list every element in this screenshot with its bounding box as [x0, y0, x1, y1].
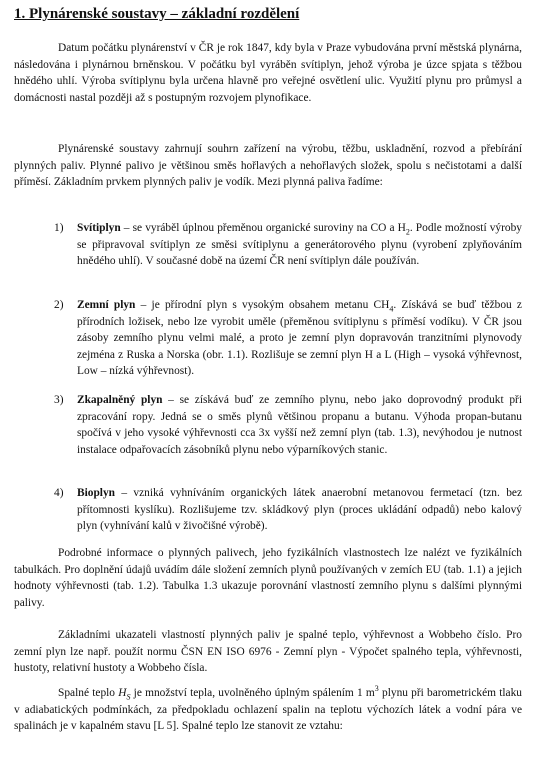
list-item-body: [77, 392, 522, 458]
text-run: Spalné teplo: [58, 687, 119, 699]
list-item-body: [77, 297, 522, 380]
paragraph-indicators: Základními ukazateli vlastností plynných paliv je spalné teplo, výhřevnost a Wobbeho číslo. Pro zemní plyn lze např. použít normu ČSN EN ISO 6976 - Zemní plyn - Výpočet spalného tepla, výhřevnosti, hustoty, relativní hustoty a Wobbeho čísla.: [14, 629, 522, 674]
list-number: 3): [54, 394, 64, 406]
paragraph-gross-calorific-value: [14, 685, 522, 735]
list-term: Svítiplyn: [77, 222, 121, 234]
superscript: 3: [374, 684, 379, 694]
symbol-subscript: S: [126, 692, 131, 702]
list-number: 4): [54, 487, 64, 499]
list-item-zkapalneny-plyn: [14, 392, 522, 458]
subscript: 2: [405, 227, 410, 237]
paragraph-detailed-info: Podrobné informace o plynných palivech, jeho fyzikálních vlastnostech lze nalézt ve fyzikálních tabulkách. Pro doplnění údajů uvádím dále složení zemních plynů používaných v zemích EU (tab. 1.1) a jejich hodnoty výhřevnosti (tab. 1.2). Tabulka 1.3 ukazuje porovnání vlastností zemního plynu s dalšími plynnými palivy.: [14, 547, 522, 609]
list-text: – je přírodní plyn s vysokým obsahem metanu CH: [135, 299, 390, 311]
paragraph-history: Datum počátku plynárenství v ČR je rok 1847, kdy byla v Praze vybudována první městská plynárna, následována i plynárnou brněnskou. V počátku byl vyráběn svítiplyn, jehož výroba je úzce spjata s těžbou hnědého uhlí. Výroba svítiplynu byla určena hlavně pro veřejné osvětlení ulic. Využití plynu pro průmysl a domácnosti nastal později až s postupným rozvojem plynofikace.: [14, 42, 522, 104]
list-text-continued: . Získává se buď těžbou z přírodních ložisek, nebo lze vyrobit uměle (přeměnou svítiplynu s příměsí vodíku). V ČR jsou zásoby zemního plynu velmi malé, a proto je zemní plyn dopravován tranzitními plynovody zejména z Ruska a Norska (obr. 1.1). Rozlišuje se zemní plyn H a L (High – vysoká výhřevnost, Low – nízká výhřevnost).: [77, 299, 522, 377]
text-run: plynu při barometrickém tlaku v adiabatických podmínkách, za předpokladu ochlazení spalin na teplotu výchozích látek a vodní pára ve spalinách je v kapalném stavu [L 5]. Spalné teplo lze stanovit ze vztahu:: [14, 687, 522, 732]
list-term: Zemní plyn: [77, 299, 136, 311]
symbol: H: [118, 687, 127, 699]
list-text: – se vyráběl úplnou přeměnou organické suroviny na CO a H: [120, 222, 406, 234]
list-item-body: [77, 220, 522, 270]
list-item-svitiplyn: [14, 220, 522, 270]
text-run: je množství tepla, uvolněného úplným spálením 1 m: [130, 687, 375, 699]
list-item-zemni-plyn: [14, 297, 522, 380]
list-text: – vzniká vyhníváním organických látek anaerobní metanovou fermetací (tzn. bez přítomnosti kyslíku). Rozlišujeme tzv. skládkový plyn (proces ukládání odpadů) nebo kalový plyn (vyhnívání kalů v živočišné výrobě).: [77, 487, 522, 532]
list-number: 1): [54, 222, 64, 234]
list-item-body: [77, 485, 522, 535]
list-text-continued: . Podle možností výroby se připravoval svítiplyn ze směsi svítiplynu a generátorového plynu (vyrobení zplyňováním hnědého uhlí). V současné době na území ČR není svítiplyn dále používán.: [77, 222, 522, 267]
list-term: Bioplyn: [77, 487, 115, 499]
list-item-bioplyn: [14, 485, 522, 535]
subscript: 4: [389, 304, 394, 314]
paragraph-gas-systems: Plynárenské soustavy zahrnují souhrn zařízení na výrobu, těžbu, uskladnění, rozvod a přebírání plynných paliv. Plynné palivo je většinou směs hořlavých a nehořlavých složek, spolu s nečistotami a další příměsí. Základním prvkem plynných paliv je vodík. Mezi plynná paliva řadíme:: [14, 143, 522, 188]
list-number: 2): [54, 299, 64, 311]
section-heading: 1. Plynárenské soustavy – základní rozdělení: [14, 6, 300, 22]
list-term: Zkapalněný plyn: [77, 394, 163, 406]
list-text: – se získává buď ze zemního plynu, nebo jako doprovodný produkt při zpracování ropy. Jedná se o směs plynů většinou propanu a butanu. Výhoda propan-butanu spočívá v jeho vysoké výhřevnosti cca 3x vyšší než zemní plyn (tab. 1.3), nevýhodou je nutnost instalace odpařovacích zásobníků plynu nebo výparníkových stanic.: [77, 394, 522, 456]
